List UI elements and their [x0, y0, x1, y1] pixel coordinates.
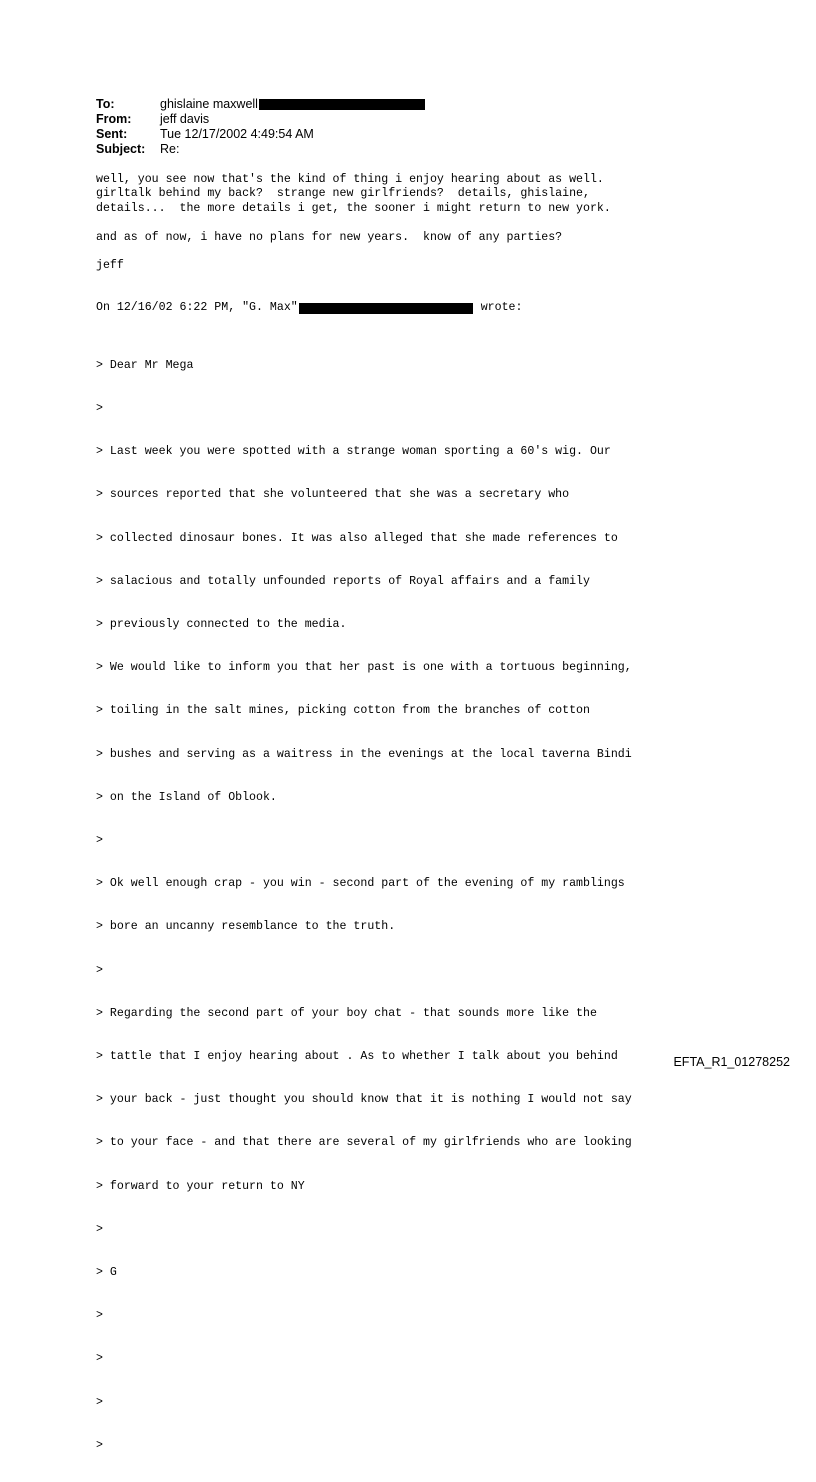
quoted-line: > — [96, 1309, 103, 1323]
quoted-line: > bore an uncanny resemblance to the truth. — [96, 920, 396, 934]
sent-label: Sent: — [96, 127, 128, 141]
subject-value: Re: — [160, 142, 180, 156]
quoted-line: > to your face - and that there are several of my girlfriends who are looking — [96, 1136, 632, 1150]
email-headers — [96, 97, 425, 157]
quoted-line: > — [96, 1395, 103, 1409]
body-line: girltalk behind my back? strange new girlfriends? details, ghislaine, — [96, 187, 590, 201]
quoted-line: > tattle that I enjoy hearing about . As to whether I talk about you behind — [96, 1050, 618, 1064]
quoted-line: > — [96, 1222, 103, 1236]
from-row — [96, 112, 425, 127]
quoted-line: > — [96, 1352, 103, 1366]
quoted-line: > Dear Mr Mega — [96, 358, 194, 372]
quoted-line: > previously connected to the media. — [96, 618, 347, 632]
quoted-line: > — [96, 1438, 103, 1452]
sent-value: Tue 12/17/2002 4:49:54 AM — [160, 127, 314, 141]
quoted-line: > sources reported that she volunteered that she was a secretary who — [96, 488, 570, 502]
quoted-line: > Last week you were spotted with a strange woman sporting a 60's wig. Our — [96, 445, 611, 459]
subject-label: Subject: — [96, 142, 146, 156]
to-value — [160, 97, 425, 112]
quoted-line: > toiling in the salt mines, picking cotton from the branches of cotton — [96, 704, 590, 718]
sent-row — [96, 127, 425, 142]
subject-row — [96, 142, 425, 157]
quoted-line: > Regarding the second part of your boy chat - that sounds more like the — [96, 1006, 597, 1020]
quoted-line: > bushes and serving as a waitress in the evenings at the local taverna Bindi — [96, 747, 632, 761]
attribution-suffix: wrote: — [473, 301, 523, 314]
to-name: ghislaine maxwell — [160, 97, 258, 111]
from-value: jeff davis — [160, 112, 210, 126]
to-label: To: — [96, 97, 115, 111]
quoted-line: > your back - just thought you should know that it is nothing I would not say — [96, 1093, 632, 1107]
quoted-line: > Ok well enough crap - you win - second part of the evening of my ramblings — [96, 877, 625, 891]
attribution-prefix: On 12/16/02 6:22 PM, "G. Max" — [96, 301, 298, 314]
quoted-line: > — [96, 963, 103, 977]
quoted-line: > We would like to inform you that her past is one with a tortuous beginning, — [96, 661, 632, 675]
to-row — [96, 97, 425, 112]
quoted-line: > — [96, 834, 103, 848]
body-line: well, you see now that's the kind of thing i enjoy hearing about as well. — [96, 173, 604, 186]
body-line: details... the more details i get, the sooner i might return to new york. — [96, 201, 611, 215]
quoted-line: > on the Island of Oblook. — [96, 790, 277, 804]
quoted-line: > — [96, 402, 103, 416]
quoted-message — [96, 330, 632, 1482]
email-body-paragraph — [96, 173, 611, 216]
quote-attribution — [96, 301, 522, 315]
quoted-line: > collected dinosaur bones. It was also alleged that she made references to — [96, 531, 618, 545]
email-body-plans: and as of now, i have no plans for new years. know of any parties? — [96, 231, 563, 244]
quoted-line: > forward to your return to NY — [96, 1179, 305, 1193]
email-signature: jeff — [96, 259, 124, 272]
redaction-bar — [259, 99, 425, 110]
from-label: From: — [96, 112, 132, 126]
quoted-line: > G — [96, 1266, 117, 1280]
quoted-line: > salacious and totally unfounded reports of Royal affairs and a family — [96, 574, 590, 588]
redaction-bar — [299, 303, 473, 314]
document-id: EFTA_R1_01278252 — [673, 1055, 790, 1069]
